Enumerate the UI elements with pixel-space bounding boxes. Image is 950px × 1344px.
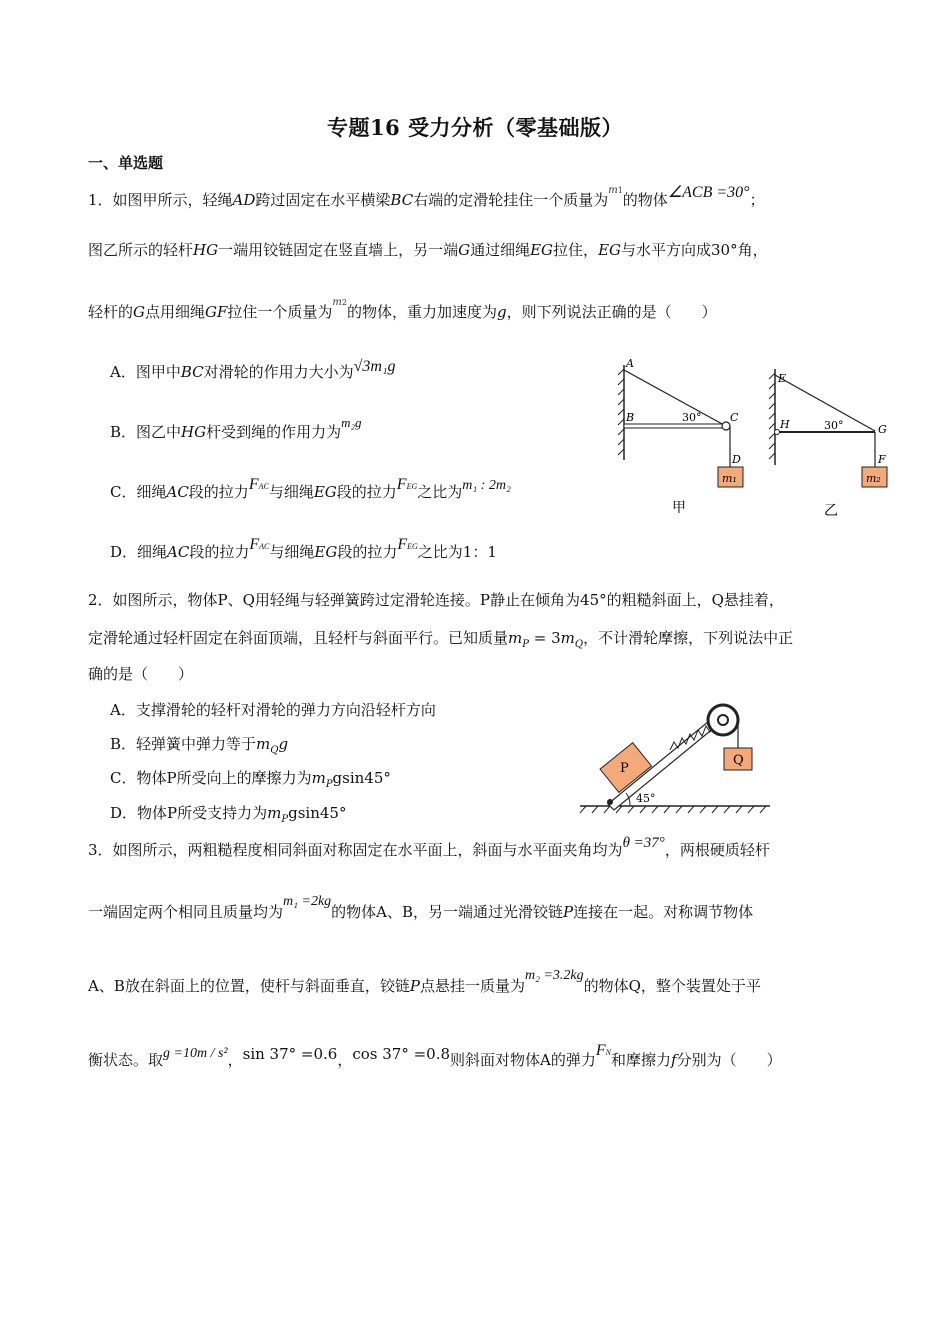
q1-line-3: 轻杆的G点用细绳GF拉住一个质量为$^{m2}$的物体，重力加速度为g，则下列说法正确的是（ ） xyxy=(88,297,717,321)
label-b: B xyxy=(626,411,635,424)
beam-bc xyxy=(624,424,724,428)
q1-line-1 xyxy=(88,184,765,213)
text: 右端的定滑轮挂住一个质量为 xyxy=(413,191,609,209)
text: 的物体 xyxy=(622,191,668,209)
wall-jia xyxy=(618,365,624,460)
formula-theta: θ =37° xyxy=(622,835,665,851)
formula-g: g =10m / s² xyxy=(163,1046,228,1061)
hinge-icon xyxy=(607,799,613,805)
text: BC xyxy=(390,191,414,209)
q1-option-b[interactable]: B．图乙中HG杆受到绳的作用力为m₂g xyxy=(110,415,362,441)
q3-line-4: 衡状态。取g =10m / s²，sin 37° =0.6，cos 37° =0.8则斜面对物体A的弹力FN和摩擦力f分别为（ ） xyxy=(88,1042,782,1069)
formula-m2: m₂ =3.2kg xyxy=(524,968,584,983)
formula-angle: ∠ACB =30° xyxy=(667,184,750,201)
label-angle-1: 30° xyxy=(682,411,702,424)
label-e: E xyxy=(778,372,787,385)
text: AD xyxy=(232,191,256,209)
hinge-icon xyxy=(775,430,780,435)
q1-option-c[interactable]: C．细绳AC段的拉力FAC与细绳EG段的拉力FEG之比为m₁ : 2m₂ xyxy=(110,476,511,501)
q1-option-d[interactable]: D．细绳AC段的拉力FAC与细绳EG段的拉力FEG之比为1：1 xyxy=(110,536,497,561)
rope-ac xyxy=(624,370,724,425)
text: ； xyxy=(749,191,765,209)
label-angle-2: 30° xyxy=(824,419,844,432)
q2-line-3: 确的是（ ） xyxy=(88,665,194,683)
q3-line-1: 3．如图所示，两粗糙程度相同斜面对称固定在水平面上，斜面与水平面夹角均为θ =37°，两根硬质轻杆 xyxy=(88,835,770,859)
label-f: F xyxy=(878,453,886,466)
formula: m₂g xyxy=(341,415,362,430)
caption-jia: 甲 xyxy=(672,500,686,516)
formula: √3m₁g xyxy=(353,358,396,375)
page-title: 专题16 受力分析（零基础版） xyxy=(326,115,624,140)
q2-option-b[interactable]: B．轻弹簧中弹力等于$m_Qg$ xyxy=(110,735,289,756)
q2-option-c[interactable]: C．物体P所受向上的摩擦力为$m_Pgsin45^\circ$ xyxy=(110,769,391,790)
label-a: A xyxy=(626,357,634,370)
formula-m1: m1 xyxy=(608,185,623,196)
label-c: C xyxy=(730,411,739,424)
text: 跨过固定在水平横梁 xyxy=(255,191,391,209)
label-angle: 45° xyxy=(636,792,656,805)
label-g: G xyxy=(878,423,887,436)
q1-line-2: 图乙所示的轻杆HG一端用铰链固定在竖直墙上，另一端G通过细绳EG拉住，EG与水平方向成30°角， xyxy=(88,241,768,259)
q2-line-2: 定滑轮通过轻杆固定在斜面顶端，且轻杆与斜面平行。已知质量$m_P = 3m_Q$，不计滑轮摩擦，下列说法中正 xyxy=(88,629,794,650)
formula-cos: cos 37° =0.8 xyxy=(352,1045,451,1063)
q3-line-3: A、B放在斜面上的位置，使杆与斜面垂直，铰链P点悬挂一质量为m₂ =3.2kg的物体Q，整个装置处于平 xyxy=(88,968,761,995)
label-d: D xyxy=(732,453,741,466)
q2-option-a[interactable]: A．支撑滑轮的轻杆对滑轮的弹力方向沿轻杆方向 xyxy=(110,701,436,719)
q2-line-1: 2．如图所示，物体P、Q用轻绳与轻弹簧跨过定滑轮连接。P静止在倾角为45°的粗糙斜面上，Q悬挂着， xyxy=(88,591,784,609)
formula-m1: m₁ =2kg xyxy=(283,894,332,909)
section-heading: 一、单选题 xyxy=(88,154,164,172)
label-m2: m₂ xyxy=(866,472,881,485)
label-q: Q xyxy=(733,753,744,768)
formula-sin: sin 37° =0.6 xyxy=(242,1045,338,1063)
label-h: H xyxy=(780,418,790,431)
wall-yi xyxy=(769,369,775,465)
q2-option-d[interactable]: D．物体P所受支持力为$m_Pgsin45^\circ$ xyxy=(110,804,347,825)
label-p: P xyxy=(620,761,629,776)
pulley-icon xyxy=(722,422,730,430)
q3-line-2: 一端固定两个相同且质量均为m₁ =2kg的物体A、B，另一端通过光滑铰链P连接在一起。对称调节物体 xyxy=(88,894,754,921)
label-m1: m₁ xyxy=(722,472,737,485)
q1-option-a[interactable]: A．图甲中BC对滑轮的作用力大小为√3m₁g xyxy=(110,358,396,381)
q1-figure xyxy=(610,355,900,525)
q2-figure xyxy=(578,698,773,818)
text: 1．如图甲所示，轻绳 xyxy=(88,191,233,209)
caption-yi: 乙 xyxy=(824,503,838,519)
formula-m2: m2 xyxy=(332,297,347,308)
